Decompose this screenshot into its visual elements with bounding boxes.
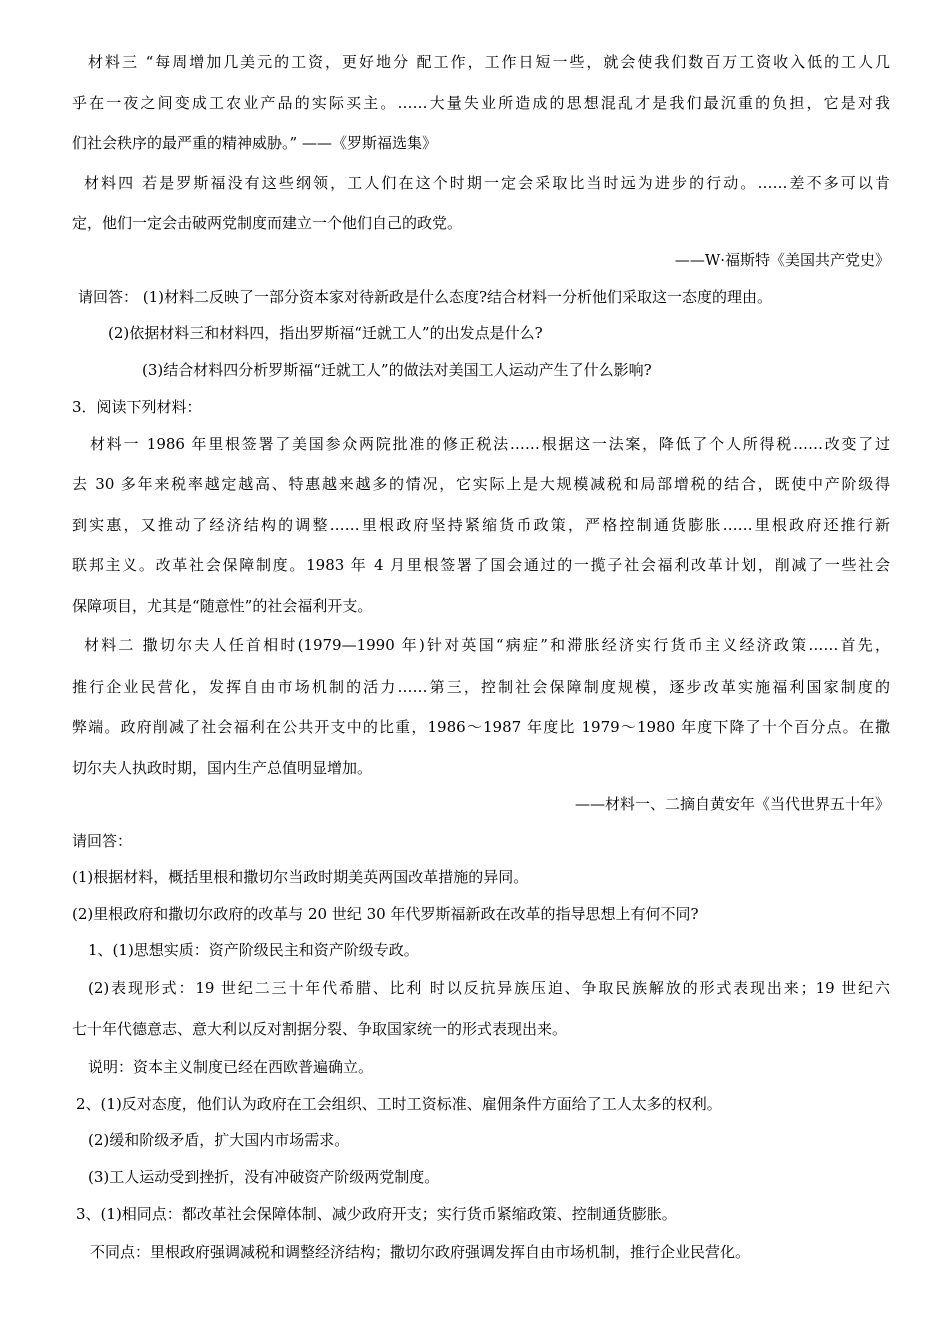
citation: ——W·福斯特《美国共产党史》 bbox=[674, 251, 890, 269]
answer-line: (2)缓和阶级矛盾，扩大国内市场需求。 bbox=[88, 1131, 350, 1149]
answer-line: 不同点：里根政府强调减税和调整经济结构；撒切尔政府强调发挥自由市场机制，推行企业民营化。 bbox=[90, 1243, 751, 1261]
question-line: (2)依据材料三和材料四，指出罗斯福“迁就工人”的出发点是什么? bbox=[108, 324, 543, 342]
text-line: 联邦主义。改革社会保障制度。1983 年 4 月里根签署了国会通过的一揽子社会福利改革计划，削减了一些社会 bbox=[72, 556, 890, 574]
text-line: 保障项目，尤其是“随意性”的社会福利开支。 bbox=[72, 597, 373, 615]
text-line: 材料三 “每周增加几美元的工资，更好地分 配工作，工作日短一些，就会使我们数百万工资收入低的工人几 bbox=[88, 53, 890, 71]
answer-line: 3、(1)相同点：都改革社会保障体制、减少政府开支；实行货币紧缩政策、控制通货膨胀。 bbox=[76, 1205, 677, 1223]
question-line: 请回答： (1)材料二反映了一部分资本家对待新政是什么态度?结合材料一分析他们采取这一态度的理由。 bbox=[78, 288, 773, 306]
text-line: 推行企业民营化，发挥自由市场机制的活力……第三，控制社会保障制度规模，逐步改革实施福利国家制度的 bbox=[72, 678, 890, 696]
answer-line: (2)表现形式：19 世纪二三十年代希腊、比利 时以反抗异族压迫、争取民族解放的形式表现出来；19 世纪六 bbox=[88, 979, 890, 997]
text-line: 到实惠，又推动了经济结构的调整……里根政府坚持紧缩货币政策，严格控制通货膨胀……里根政府还推行新 bbox=[72, 516, 890, 534]
answer-line: 七十年代德意志、意大利以反对割据分裂、争取国家统一的形式表现出来。 bbox=[72, 1020, 568, 1038]
text-line: 乎在一夜之间变成工农业产品的实际买主。……大量失业所造成的思想混乱才是我们最沉重的负担，它是对我 bbox=[72, 94, 890, 112]
answer-line: 说明：资本主义制度已经在西欧普遍确立。 bbox=[88, 1058, 374, 1076]
question-line: (1)根据材料，概括里根和撒切尔当政时期美英两国改革措施的异同。 bbox=[72, 868, 529, 886]
text-line: 材料一 1986 年里根签署了美国参众两院批准的修正税法……根据这一法案，降低了个人所得税……改变了过 bbox=[90, 435, 890, 453]
text-line: 弊端。政府削减了社会福利在公共开支中的比重，1986～1987 年度比 1979～1980 年度下降了十个百分点。在撒 bbox=[72, 718, 890, 736]
section-heading: 3．阅读下列材料： bbox=[72, 398, 202, 416]
text-line: 去 30 多年来税率越定越高、特惠越来越多的情况，它实际上是大规模减税和局部增税的结合，既使中产阶级得 bbox=[72, 475, 890, 493]
answer-line: (3)工人运动受到挫折，没有冲破资产阶级两党制度。 bbox=[88, 1168, 440, 1186]
question-line: 请回答： bbox=[72, 832, 133, 850]
text-line: 们社会秩序的最严重的精神威胁。” ——《罗斯福选集》 bbox=[72, 134, 437, 152]
citation: ——材料一、二摘自黄安年《当代世界五十年》 bbox=[574, 795, 890, 813]
question-line: (2)里根政府和撒切尔政府的改革与 20 世纪 30 年代罗斯福新政在改革的指导思想上有何不同? bbox=[72, 905, 699, 923]
text-line: 材料四 若是罗斯福没有这些纲领，工人们在这个时期一定会采取比当时远为进步的行动。……差不多可以肯 bbox=[84, 174, 890, 192]
text-line: 切尔夫人执政时期，国内生产总值明显增加。 bbox=[72, 759, 373, 777]
answer-line: 2、(1)反对态度，他们认为政府在工会组织、工时工资标准、雇佣条件方面给了工人太多的权利。 bbox=[76, 1095, 722, 1113]
text-line: 定，他们一定会击破两党制度而建立一个他们自己的政党。 bbox=[72, 214, 463, 232]
question-line: (3)结合材料四分析罗斯福“迁就工人”的做法对美国工人运动产生了什么影响? bbox=[142, 361, 652, 379]
text-line: 材料二 撒切尔夫人任首相时(1979—1990 年)针对英国“病症”和滞胀经济实行货币主义经济政策……首先， bbox=[84, 636, 890, 654]
answer-line: 1、(1)思想实质：资产阶级民主和资产阶级专政。 bbox=[88, 941, 419, 959]
